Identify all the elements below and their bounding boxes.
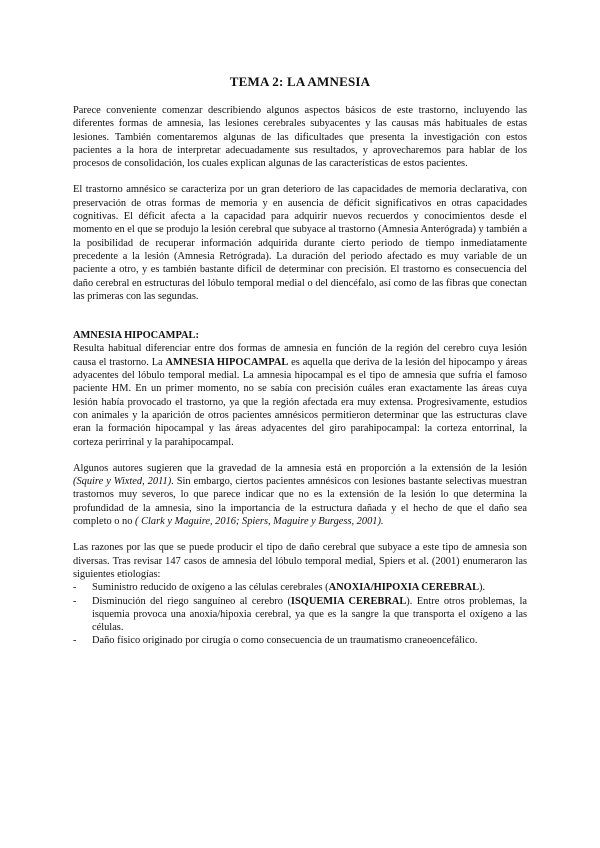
text-run: ). Entre otros problemas, la isquemia provoca una anoxia/hipoxia cerebral, ya que es la sangre la que transporta el oxígeno a las células.: [92, 595, 527, 634]
etiology-paragraph: Las razones por las que se puede producir el tipo de daño cerebral que subyace a este tipo de amnesia son diversas. Tras revisar 147 casos de amnesia del lóbulo temporal medial, Spiers et al. (2001) enumeraron las siguientes etiologías:: [73, 542, 527, 580]
definition-paragraph: El trastorno amnésico se caracteriza por un gran deterioro de las capacidades de memoria declarativa, con preservación de otras formas de memoria y en ausencia de déficit significativos en otras capacidades cognitivas. El déficit afecta a la capacidad para adquirir nuevos recuerdos y conocimientos desde el momento en el que se produjo la lesión cerebral que subyace al trastorno (Amnesia Anterógrada) y también a la posibilidad de recuperar información adquirida durante cierto periodo de tiempo inmediatamente precedente a la lesión (Amnesia Retrógrada). La duración del periodo afectado es muy variable de un paciente a otro, y es también bastante difícil de determinar con precisión. El trastorno es consecuencia del daño cerebral en estructuras del lóbulo temporal medial o del diencéfalo, así como de las fibras que conectan las primeras con las segundas.: [73, 184, 527, 302]
bold-term: ANOXIA/HIPOXIA CEREBRAL: [328, 582, 480, 594]
text-run: Resulta habitual diferenciar entre dos formas de amnesia en función de la región del cerebro cuya lesión causa el trastorno. La: [73, 343, 527, 368]
page-title: TEMA 2: LA AMNESIA: [229, 74, 371, 89]
bold-term: AMNESIA HIPOCAMPAL: [165, 356, 289, 368]
list-item: [73, 581, 527, 594]
text-run: es aquella que deriva de la lesión del hipocampo y áreas adyacentes del lóbulo temporal medial. La amnesia hipocampal es el tipo de amnesia que sufría el famoso paciente HM. En un primer momento, no se sabía con precisión cuáles eran exactamente las áreas cuya lesión había provocado el trastorno, ya que la región afectada era muy extensa. Progresivamente, estudios con animales y la aparición de otros pacientes amnésicos permitieron determinar que las estructuras clave eran la formación hipocampal y las áreas adyacentes del giro parahipocampal: la corteza entorrinal, la corteza perirrinal y la parahipocampal.: [73, 356, 527, 448]
hippocampal-paragraph: [73, 342, 527, 448]
bullet-dash: -: [73, 635, 77, 647]
text-run: . Sin embargo, ciertos pacientes amnésicos con lesiones bastante selectivas muestran trastornos muy severos, lo que parece indicar que no es la extensión de la lesión lo que determina la profundidad de la amnesia, sino la importancia de la estructura dañada y el hecho de que el daño sea completo o no: [73, 476, 527, 528]
text-run: Disminución del riego sanguíneo al cerebro (: [92, 595, 291, 607]
text-run: ).: [479, 582, 486, 594]
bullet-dash: -: [73, 595, 77, 607]
intro-paragraph: Parece conveniente comenzar describiendo algunos aspectos básicos de este trastorno, incluyendo las diferentes formas de amnesia, las lesiones cerebrales subyacentes y las causas más habituales de estas lesiones. También comentaremos algunas de las dificultades que presenta la investigación con estos pacientes a la hora de interpretar adecuadamente sus resultados, y aprovecharemos para hablar de los procesos de consolidación, los cuales explican algunas de las características de estos pacientes.: [73, 105, 527, 170]
section-heading: AMNESIA HIPOCAMPAL:: [73, 330, 199, 342]
bullet-dash: -: [73, 582, 77, 594]
list-item: [73, 634, 527, 647]
severity-paragraph: [73, 462, 527, 528]
citation: ( Clark y Maguire, 2016; Spiers, Maguire y Burgess, 2001).: [135, 516, 384, 528]
text-run: Algunos autores sugieren que la gravedad de la amnesia está en proporción a la extensión de la lesión: [73, 462, 527, 474]
citation: (Squire y Wixted, 2011): [73, 476, 172, 488]
text-run: Suministro reducido de oxígeno a las células cerebrales (: [92, 582, 329, 594]
etiology-list: [73, 581, 527, 647]
document-page: [73, 74, 527, 648]
bold-term: ISQUEMIA CEREBRAL: [290, 595, 407, 607]
list-item: [73, 595, 527, 635]
text-run: Daño físico originado por cirugía o como consecuencia de un traumatismo craneoencefálico.: [92, 635, 478, 647]
